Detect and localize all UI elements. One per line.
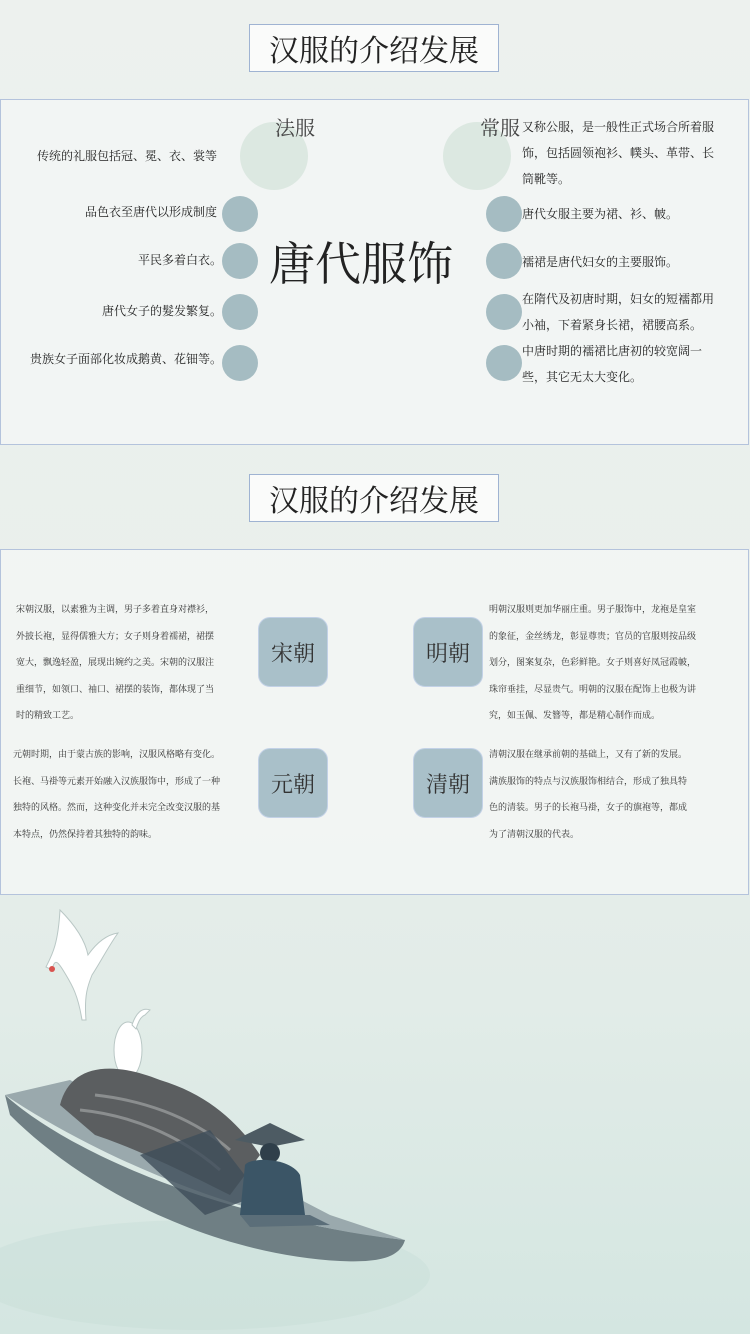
song-line-4: 重细节，如领口、袖口、裙摆的装饰，都体现了当 bbox=[16, 684, 215, 695]
right-dot-4 bbox=[486, 345, 522, 381]
right-item-1-line-2: 饰，包括圆领袍衫、幞头、革带、长 bbox=[522, 146, 715, 160]
right-category-title: 常服 bbox=[480, 116, 520, 140]
qing-line-3: 色的清装。男子的长袍马褂，女子的旗袍等，都成 bbox=[489, 803, 688, 813]
right-dot-3 bbox=[486, 294, 522, 330]
yuan-line-4: 本特点，仍然保持着其独特的韵味。 bbox=[13, 829, 158, 840]
ming-line-1: 明朝汉服则更加华丽庄重。男子服饰中，龙袍是皇室 bbox=[489, 605, 697, 615]
right-item-1-line-1: 又称公服，是一般性正式场合所着服 bbox=[522, 120, 715, 134]
song-line-3: 宽大，飘逸轻盈，展现出婉约之美。宋朝的汉服注 bbox=[16, 658, 215, 668]
song-description bbox=[16, 597, 248, 730]
left-item-5: 贵族女子面部化妆成鹅黄、花钿等。 bbox=[29, 352, 222, 366]
ming-line-4: 珠帘垂挂，尽显贵气。明朝的汉服在配饰上也极为讲 bbox=[489, 684, 697, 695]
right-item-5-line-2: 些，其它无太大变化。 bbox=[522, 370, 643, 384]
right-item-1-line-3: 筒靴等。 bbox=[522, 172, 571, 186]
dynasty-tile-song: 宋朝 bbox=[258, 617, 328, 687]
qing-line-2: 满族服饰的特点与汉族服饰相结合，形成了独具特 bbox=[489, 776, 688, 787]
right-item-5 bbox=[522, 338, 748, 390]
right-item-4 bbox=[522, 286, 748, 338]
ming-line-5: 究，如玉佩、发簪等，都是精心制作而成。 bbox=[489, 711, 661, 721]
section2-heading bbox=[249, 474, 499, 522]
right-item-5-line-1: 中唐时期的襦裙比唐初的较宽阔一 bbox=[522, 344, 703, 358]
section1-heading-text: 汉服的介绍发展 bbox=[269, 34, 479, 69]
left-category-title: 法服 bbox=[275, 116, 315, 140]
yuan-line-1: 元朝时期，由于蒙古族的影响，汉服风格略有变化。 bbox=[13, 750, 221, 760]
right-item-4-line-1: 在隋代及初唐时期，妇女的短襦都用 bbox=[522, 292, 715, 306]
left-dot-3 bbox=[222, 294, 258, 330]
left-item-1: 传统的礼服包括冠、冕、衣、裳等 bbox=[36, 149, 217, 163]
section1-heading bbox=[249, 24, 499, 72]
right-dot-2 bbox=[486, 243, 522, 279]
ink-illustration bbox=[0, 895, 750, 1334]
right-item-4-line-2: 小袖，下着紧身长裙，裙腰高系。 bbox=[522, 318, 703, 332]
right-dot-1 bbox=[486, 196, 522, 232]
song-line-1: 宋朝汉服，以素雅为主调，男子多着直身对襟衫， bbox=[16, 605, 215, 615]
left-item-2: 品色衣至唐代以形成制度 bbox=[84, 205, 217, 219]
dynasty-tile-yuan: 元朝 bbox=[258, 748, 328, 818]
left-dot-4 bbox=[222, 345, 258, 381]
dynasty-tile-qing: 清朝 bbox=[413, 748, 483, 818]
qing-line-1: 清朝汉服在继承前朝的基础上，又有了新的发展。 bbox=[489, 750, 688, 760]
ming-line-3: 划分，图案复杂，色彩鲜艳。女子则喜好凤冠霞帔， bbox=[489, 658, 697, 668]
dynasty-tile-ming: 明朝 bbox=[413, 617, 483, 687]
song-line-2: 外披长袍，显得儒雅大方；女子则身着襦裙，裙摆 bbox=[16, 631, 215, 642]
center-title: 唐代服饰 bbox=[269, 237, 453, 291]
right-item-3: 襦裙是唐代妇女的主要服饰。 bbox=[522, 255, 679, 269]
section2-heading-text: 汉服的介绍发展 bbox=[269, 484, 479, 519]
left-item-3: 平民多着白衣。 bbox=[137, 253, 222, 267]
ming-description bbox=[489, 597, 725, 730]
left-dot-2 bbox=[222, 243, 258, 279]
right-item-2: 唐代女服主要为裙、衫、帔。 bbox=[522, 207, 679, 221]
song-line-5: 时的精致工艺。 bbox=[16, 711, 80, 721]
qing-line-4: 为了清朝汉服的代表。 bbox=[489, 829, 580, 840]
left-dot-1 bbox=[222, 196, 258, 232]
crane-icon bbox=[46, 910, 118, 1020]
yuan-line-2: 长袍、马褂等元素开始融入汉族服饰中，形成了一种 bbox=[13, 776, 221, 787]
tang-clothing-panel bbox=[0, 99, 749, 445]
yuan-description bbox=[13, 742, 249, 848]
dynasties-panel bbox=[0, 549, 749, 895]
right-item-1 bbox=[522, 114, 748, 192]
left-item-4: 唐代女子的髮发繁复。 bbox=[101, 304, 222, 318]
qing-description bbox=[489, 742, 725, 848]
yuan-line-3: 独特的风格。然而，这种变化并未完全改变汉服的基 bbox=[13, 803, 221, 813]
ming-line-2: 的象征，金丝绣龙，彰显尊贵；官员的官服则按品级 bbox=[489, 631, 697, 642]
